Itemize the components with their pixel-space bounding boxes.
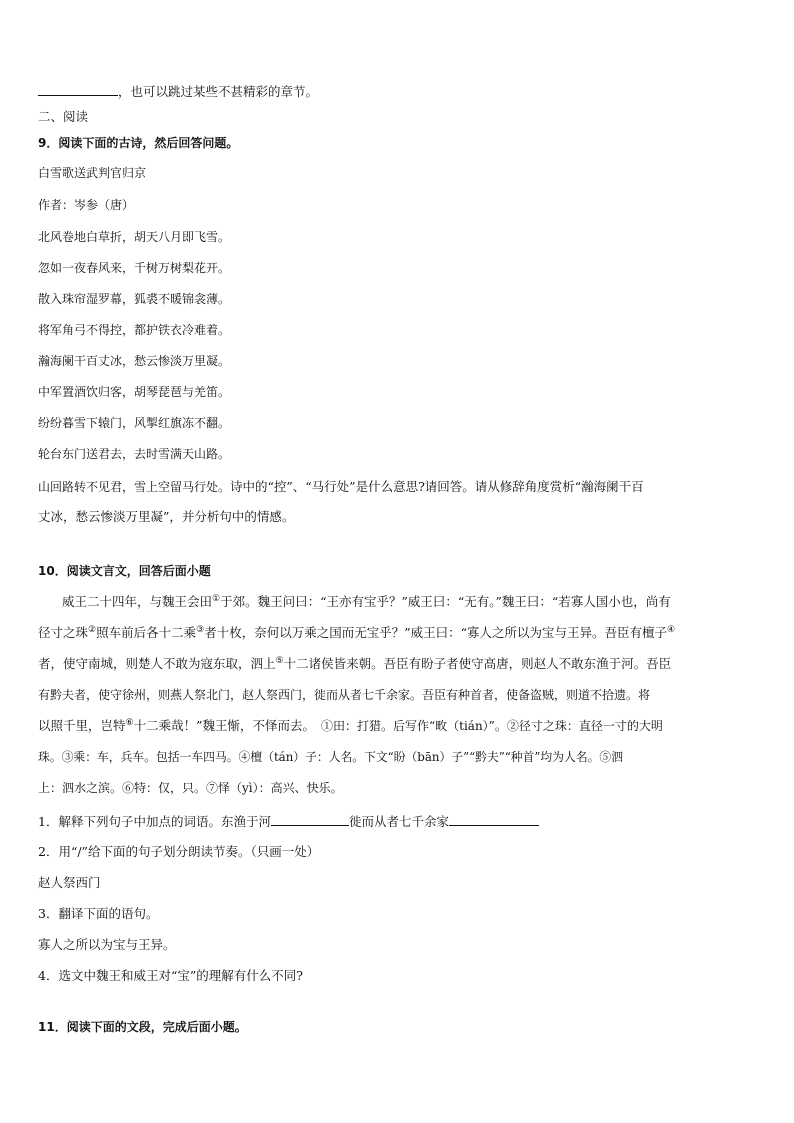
poem-line: 将军角弓不得控，都护铁衣冷难着。 xyxy=(38,323,231,337)
passage-text: 径寸之珠 xyxy=(38,625,89,640)
passage-text: 以照千里，岂特 xyxy=(38,718,126,733)
poem-author: 作者：岑参（唐） xyxy=(38,198,135,212)
q8-answer-line xyxy=(38,82,318,101)
subquestion-text: 徙而从者七千余家 xyxy=(348,814,449,829)
passage-text: 者十枚，奈何以万乘之国而无宝乎？”威王曰：“寡人之所以为宝与王异。吾臣有檀子 xyxy=(204,625,667,640)
poem-line: 轮台东门送君去，去时雪满天山路。 xyxy=(38,447,231,461)
q10-prompt: 10．阅读文言文，回答后面小题 xyxy=(38,564,211,578)
q9-question-b: 丈冰，愁云惨淡万里凝”，并分析句中的情感。 xyxy=(38,509,295,524)
passage-text: 威王二十四年，与魏王会田 xyxy=(62,594,213,609)
passage-text: 十二乘哉！”魏王惭，不怿而去。 xyxy=(133,718,315,733)
footnote-line: 珠。③乘：车，兵车。包括一车四马。④檀（tán）子：人名。下文“盼（bān）子”“黔夫”“种首”均为人名。⑤泗 xyxy=(38,750,624,764)
passage-line: 有黔夫者，使守徐州，则燕人祭北门，赵人祭西门，徙而从者七千余家。吾臣有种首者，使备盗贼，则道不拾遗。将 xyxy=(38,688,651,702)
footnote-line: 上：泗水之滨。⑥特：仅，只。⑦怿（yì）：高兴、快乐。 xyxy=(38,781,343,795)
q9-question-a: 诗中的“控”、“马行处”是什么意思?请回答。请从修辞角度赏析“瀚海阑干百 xyxy=(230,479,644,494)
passage-text: 十二诸侯皆来朝。吾臣有盼子者使守高唐，则赵人不敢东渔于河。吾臣 xyxy=(283,656,672,671)
subquestion-3-sentence: 寡人之所以为宝与王异。 xyxy=(38,937,176,952)
poem-line: 忽如一夜春风来，千树万树梨花开。 xyxy=(38,261,231,275)
passage-line xyxy=(38,655,671,673)
note-mark: ⑥ xyxy=(125,717,134,728)
passage-text: 于郊。魏王问曰：“王亦有宝乎？”威王曰：“无有。”魏王曰：“若寡人国小也，尚有 xyxy=(220,594,671,609)
subquestion-text: 1．解释下列句子中加点的词语。东渔于河 xyxy=(38,814,271,829)
note-mark: ③ xyxy=(196,624,205,635)
passage-text: 照车前后各十二乘 xyxy=(96,625,197,640)
note-mark: ④ xyxy=(666,624,676,635)
poem-line: 纷纷暮雪下辕门，风掣红旗冻不翻。 xyxy=(38,416,231,430)
q8-tail-text: ，也可以跳过某些不甚精彩的章节。 xyxy=(118,84,319,99)
poem-line: 瀚海阑干百丈冰，愁云惨淡万里凝。 xyxy=(38,354,231,368)
poem-title: 白雪歌送武判官归京 xyxy=(38,166,147,180)
poem-line: 北风卷地白草折，胡天八月即飞雪。 xyxy=(38,230,231,244)
passage-line xyxy=(38,593,671,611)
note-mark: ① xyxy=(212,593,221,604)
q9-prompt: 9．阅读下面的古诗，然后回答问题。 xyxy=(38,136,239,150)
subquestion-2-sentence: 赵人祭西门 xyxy=(38,875,101,890)
poem-line: 散入珠帘湿罗幕，狐裘不暖锦衾薄。 xyxy=(38,292,231,306)
section-heading: 二、阅读 xyxy=(38,109,89,124)
passage-text: 者，使守南城，则楚人不敢为寇东取，泗上 xyxy=(38,656,276,671)
answer-blank[interactable] xyxy=(271,812,349,826)
footnote-text: ①田：打猎。后写作“畋（tián）”。②径寸之珠：直径一寸的大明 xyxy=(321,719,663,733)
subquestion-4: 4．选文中魏王和威王对“宝”的理解有什么不同? xyxy=(38,968,303,983)
subquestion-3: 3．翻译下面的语句。 xyxy=(38,906,159,921)
answer-blank[interactable] xyxy=(449,812,539,826)
poem-last-line: 山回路转不见君，雪上空留马行处。 xyxy=(38,480,231,494)
subquestion-2: 2．用“/”给下面的句子划分朗读节奏。（只画一处） xyxy=(38,844,320,859)
note-mark: ② xyxy=(88,624,97,635)
answer-blank[interactable] xyxy=(38,82,118,96)
subquestion-1 xyxy=(38,812,539,831)
passage-line xyxy=(38,624,675,642)
q11-prompt: 11．阅读下面的文段，完成后面小题。 xyxy=(38,1020,247,1034)
note-mark: ⑤ xyxy=(275,655,284,666)
q9-question-line xyxy=(38,478,644,496)
passage-line xyxy=(38,717,663,735)
poem-line: 中军置酒饮归客，胡琴琵琶与羌笛。 xyxy=(38,385,231,399)
